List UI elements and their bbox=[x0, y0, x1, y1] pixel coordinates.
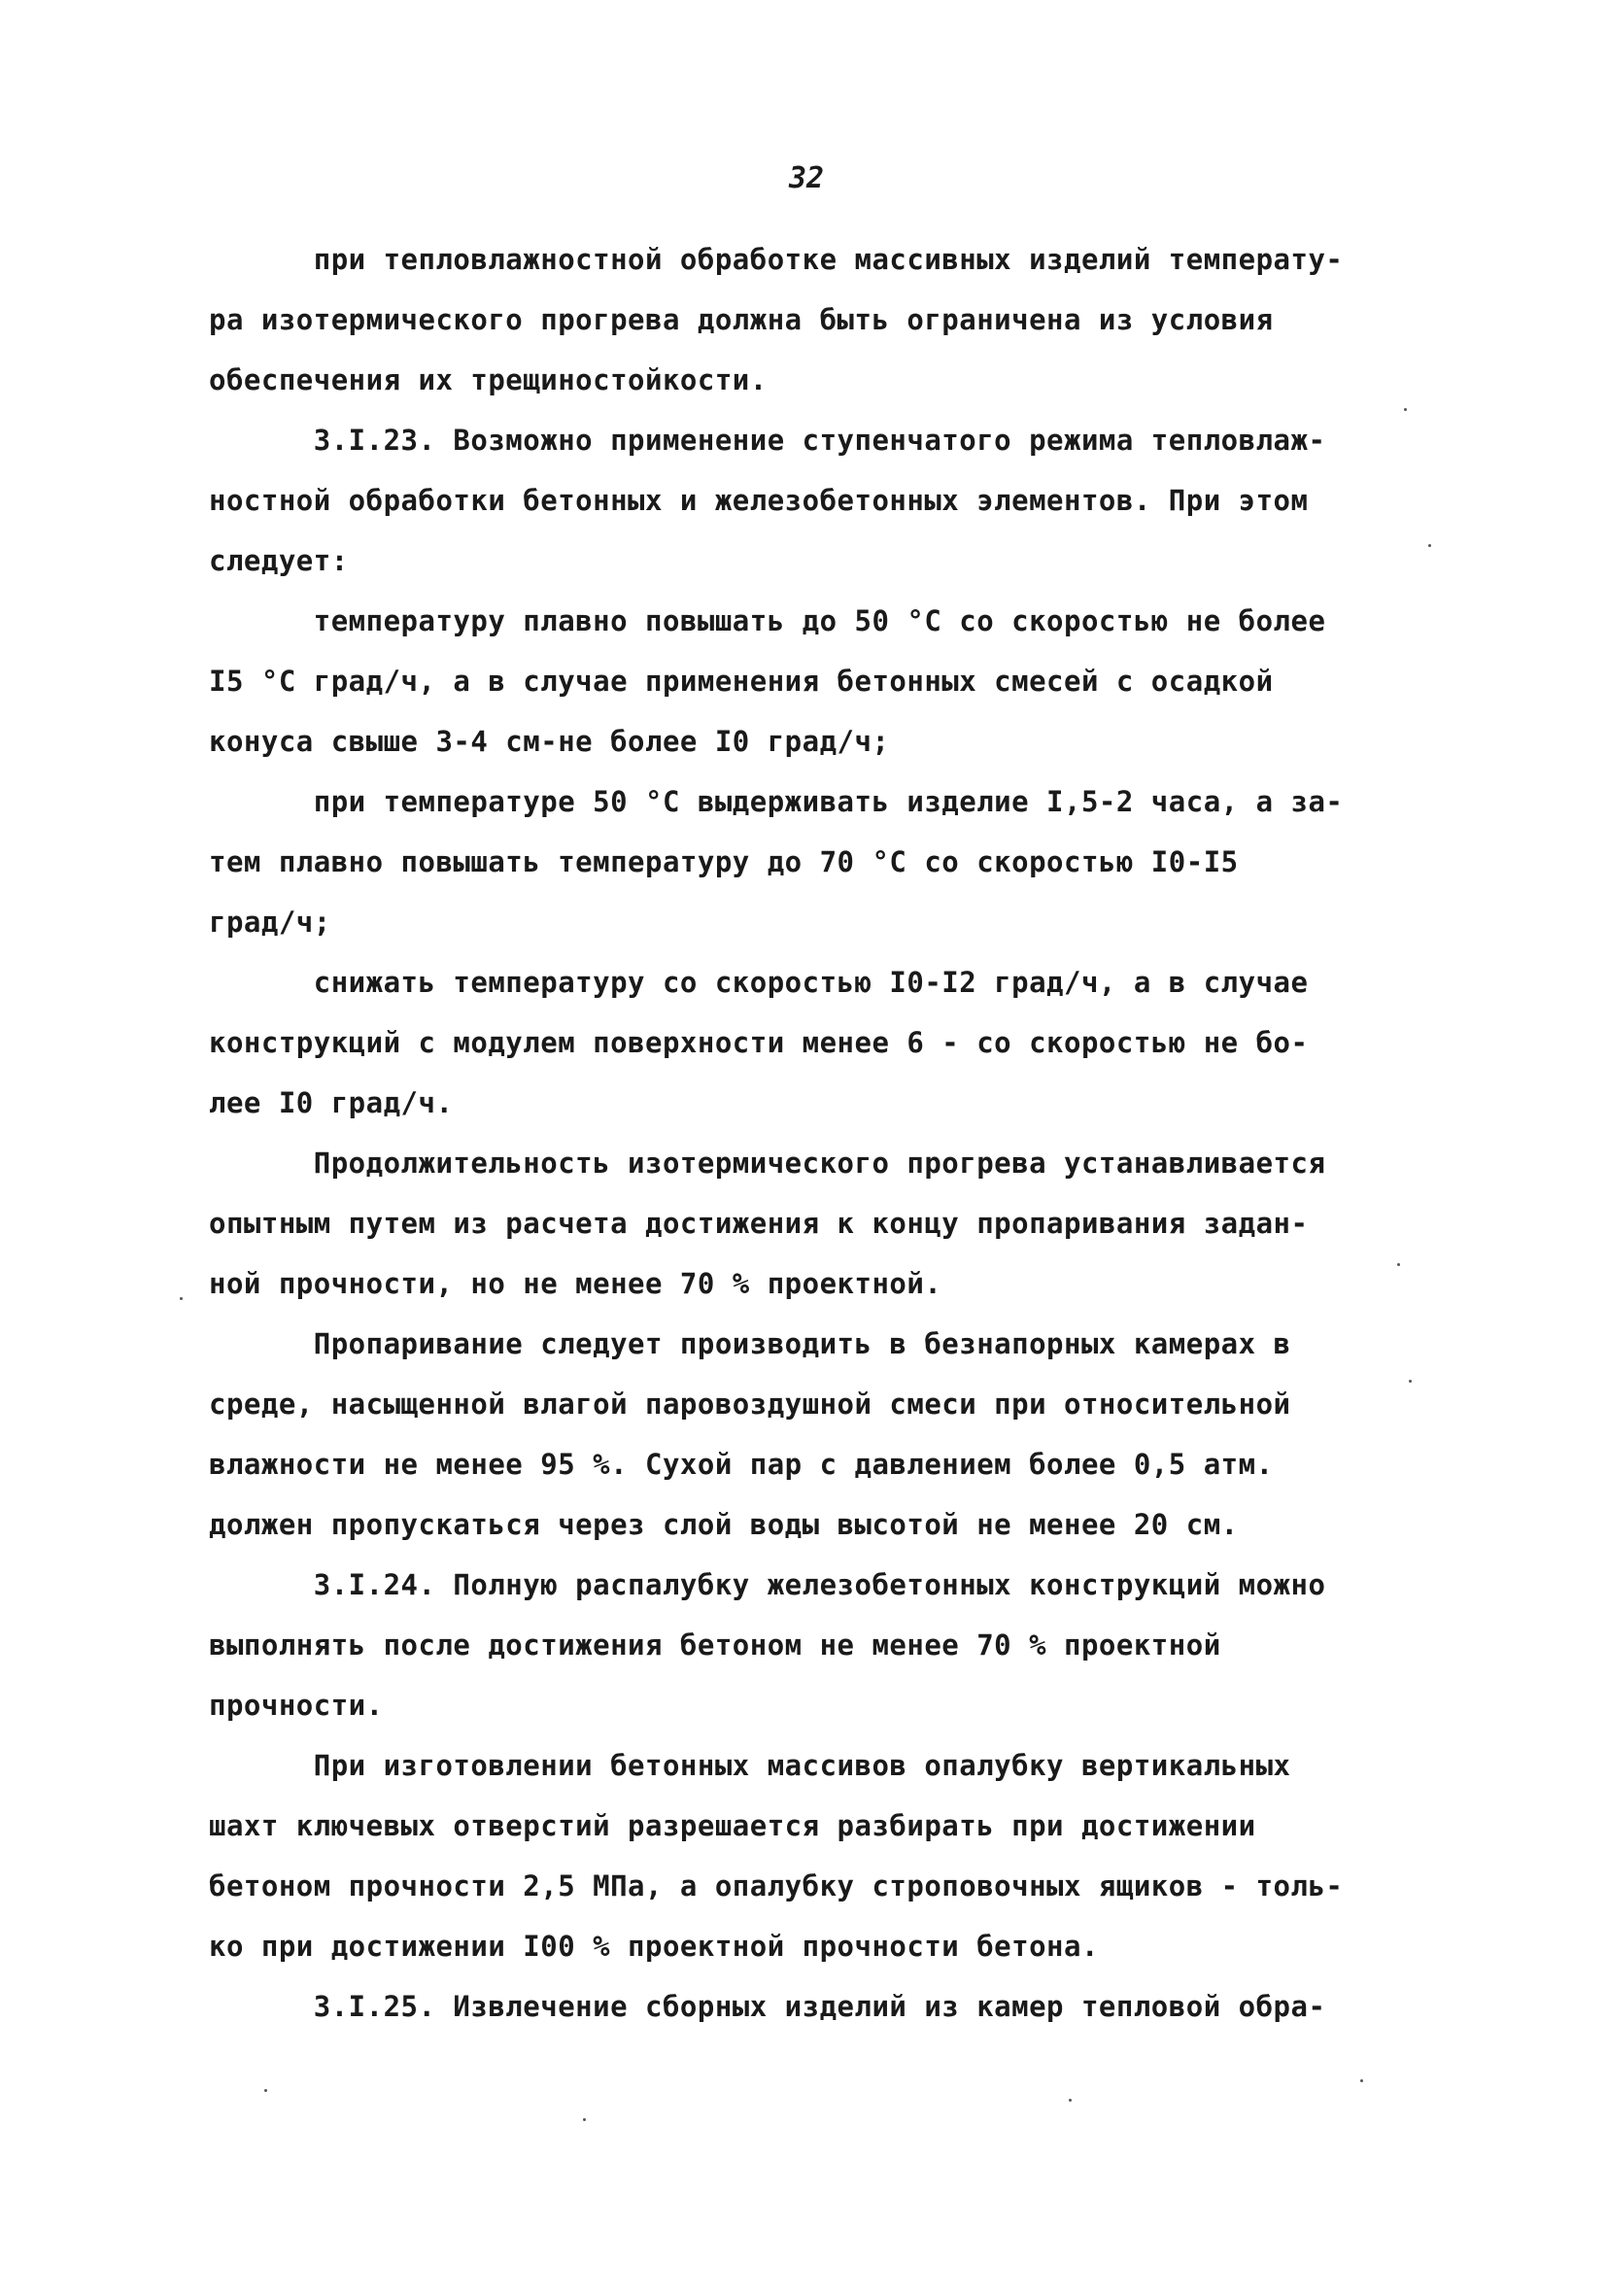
text-line: шахт ключевых отверстий разрешается разбирать при достижении bbox=[209, 1809, 1256, 1842]
text-line: обеспечения их трещиностойкости. bbox=[209, 363, 768, 396]
text-line: выполнять после достижения бетоном не менее 70 % проектной bbox=[209, 1628, 1221, 1662]
scan-speck bbox=[1409, 1380, 1412, 1383]
text-line: ра изотермического прогрева должна быть ограничена из условия bbox=[209, 303, 1274, 336]
text-line: ной прочности, но не менее 70 % проектной. bbox=[209, 1267, 942, 1300]
scan-speck bbox=[180, 1297, 183, 1300]
text-line: лее I0 град/ч. bbox=[209, 1086, 454, 1119]
scan-speck bbox=[583, 2118, 586, 2121]
text-line: влажности не менее 95 %. Сухой пар с давлением более 0,5 атм. bbox=[209, 1448, 1274, 1481]
page-number: 32 bbox=[788, 161, 825, 195]
text-line: конуса свыше 3-4 см-не более I0 град/ч; bbox=[209, 725, 890, 758]
text-line: Продолжительность изотермического прогрева устанавливается bbox=[209, 1147, 1326, 1180]
text-line: ностной обработки бетонных и железобетонных элементов. При этом bbox=[209, 484, 1309, 517]
text-line: Пропаривание следует производить в безнапорных камерах в bbox=[209, 1327, 1291, 1360]
text-line: бетоном прочности 2,5 МПа, а опалубку строповочных ящиков - толь- bbox=[209, 1869, 1344, 1902]
text-line: град/ч; bbox=[209, 906, 331, 939]
text-line: прочности. bbox=[209, 1689, 384, 1722]
text-line: при тепловлажностной обработке массивных изделий температу- bbox=[209, 243, 1344, 276]
text-line: следует: bbox=[209, 544, 349, 577]
scan-speck bbox=[1428, 544, 1431, 547]
text-line: при температуре 50 °C выдерживать изделие I,5-2 часа, а за- bbox=[209, 785, 1344, 818]
scan-speck bbox=[1397, 1263, 1400, 1266]
text-line: температуру плавно повышать до 50 °C со скоростью не более bbox=[209, 604, 1326, 637]
text-line: должен пропускаться через слой воды высотой не менее 20 см. bbox=[209, 1508, 1239, 1541]
text-line: опытным путем из расчета достижения к концу пропаривания задан- bbox=[209, 1207, 1309, 1240]
text-line: 3.I.23. Возможно применение ступенчатого режима тепловлаж- bbox=[209, 424, 1326, 457]
text-line: 3.I.24. Полную распалубку железобетонных конструкций можно bbox=[209, 1568, 1326, 1601]
scan-speck bbox=[264, 2089, 267, 2092]
scan-speck bbox=[1360, 2079, 1363, 2082]
text-line: снижать температуру со скоростью I0-I2 град/ч, а в случае bbox=[209, 966, 1309, 999]
text-line: I5 °C град/ч, а в случае применения бетонных смесей с осадкой bbox=[209, 665, 1274, 698]
scan-speck bbox=[1069, 2099, 1072, 2102]
text-line: При изготовлении бетонных массивов опалубку вертикальных bbox=[209, 1749, 1291, 1782]
scan-speck bbox=[1404, 408, 1407, 411]
text-line: тем плавно повышать температуру до 70 °C со скоростью I0-I5 bbox=[209, 845, 1239, 878]
text-line: среде, насыщенной влагой паровоздушной смеси при относительной bbox=[209, 1388, 1291, 1421]
text-line: 3.I.25. Извлечение сборных изделий из камер тепловой обра- bbox=[209, 1990, 1326, 2023]
text-line: конструкций с модулем поверхности менее 6 - со скоростью не бо- bbox=[209, 1026, 1309, 1059]
body-text bbox=[209, 229, 1399, 2037]
text-line: ко при достижении I00 % проектной прочности бетона. bbox=[209, 1930, 1099, 1963]
